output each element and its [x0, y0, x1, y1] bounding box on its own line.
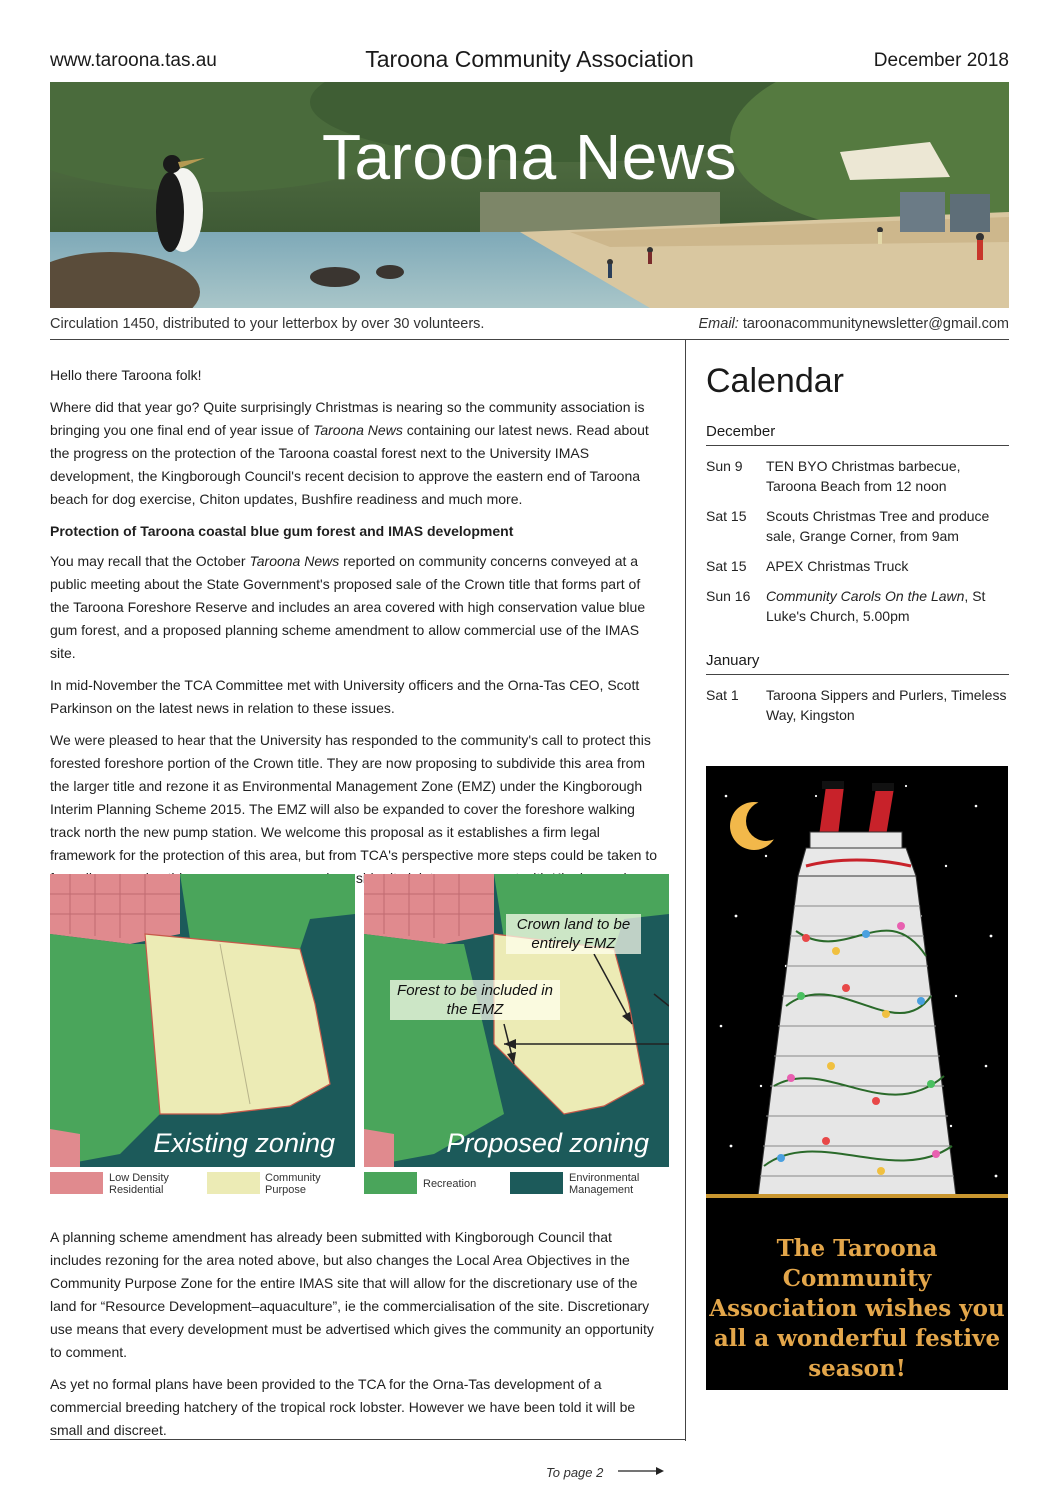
event-text: Community Carols On the Lawn, St Luke's Church, 5.00pm: [766, 588, 986, 624]
event-day: Sun 16: [706, 588, 751, 604]
circulation-line: [50, 316, 1009, 332]
article-heading: Protection of Taroona coastal blue gum forest and IMAS development: [50, 523, 514, 539]
email-link[interactable]: taroonacommunitynewsletter@gmail.com: [742, 316, 1009, 332]
lighthouse-illustration: [706, 766, 1008, 1206]
email-line: [699, 316, 1009, 332]
article-paragraph-1: You may recall that the October Taroona News reported on community concerns conveyed at a public meeting about the State Government's proposed sale of the Crown title that forms part of the Taroona Foreshore Reserve and includes an area covered with high conservation value blue gum forest, and a proposed planning scheme amendment to allow commercial use of the IMAS site.: [50, 553, 646, 661]
newsletter-title: Taroona News: [321, 121, 738, 193]
event-day: Sat 15: [706, 558, 747, 574]
existing-zoning-caption: Existing zoning: [153, 1128, 335, 1158]
main-article: [50, 364, 662, 922]
calendar-event: [706, 556, 1009, 576]
month-january: January: [706, 652, 1009, 675]
month-december: December: [706, 423, 1009, 446]
issue-date: December 2018: [873, 50, 1009, 71]
greeting: Hello there Taroona folk!: [50, 367, 202, 383]
legend-label-environmental: Environmental Management: [569, 1172, 640, 1196]
legend-swatch-low-density: [50, 1172, 103, 1194]
column-divider: [685, 339, 686, 1441]
proposed-zoning-map: [364, 874, 669, 1167]
legend-label-recreation: Recreation: [423, 1178, 477, 1190]
bottom-divider: [50, 1439, 686, 1440]
legend-swatch-environmental: [510, 1172, 563, 1194]
calendar-section: [706, 362, 1009, 735]
article-paragraph-2: In mid-November the TCA Committee met with University officers and the Orna-Tas CEO, Scott Parkinson on the latest news in relation to these issues.: [50, 677, 640, 716]
continued-link[interactable]: To page 2: [546, 1465, 604, 1480]
calendar-event: [706, 456, 1009, 496]
legend-swatch-community-purpose: [207, 1172, 260, 1194]
article-paragraph-3: We were pleased to hear that the University has responded to the community's call to protect this forested foreshore portion of the Crown title. They are now proposing to subdivide this area from the larger title and rezone it as Environmental Management Zone (EMZ) under the Kingborough Interim Planning Scheme 2015. The EMZ will also be expanded to cover the foreshore walking track north the new pump station. We welcome this proposal as it establishes a firm legal framework for the protection of this area, but from TCA's perspective more steps could be taken to consider: [50, 732, 658, 886]
crown-land-callout: Crown land to be entirely EMZ: [506, 914, 641, 954]
intro-paragraph: Where did that year go? Quite surprisingly Christmas is nearing so the community association is bringing you one final end of year issue of Taroona News containing our latest news. Read about the progress on the protection of the Taroona coastal forest next to the University IMAS development, the Kingborough Council's recent decision to approve the eastern end of Taroona beach for dog exercise, Chiton updates, Bushfire readiness and much more.: [50, 399, 649, 507]
beach-photo: [50, 82, 1009, 308]
arrow-right-icon: [618, 1464, 664, 1478]
event-text: Taroona Sippers and Purlers, Timeless Way, Kingston: [766, 687, 1007, 723]
christmas-card: [706, 766, 1008, 1390]
event-day: Sat 15: [706, 508, 747, 524]
circulation-text: Circulation 1450, distributed to your letterbox by over 30 volunteers.: [50, 316, 485, 332]
legend-label-community-purpose: Community Purpose: [265, 1172, 321, 1196]
proposed-zoning-caption: Proposed zoning: [446, 1128, 649, 1158]
masthead: [50, 46, 1009, 76]
article-paragraph-5: As yet no formal plans have been provided to the TCA for the Orna-Tas development of a commercial breeding hatchery of the tropical rock lobster. However we have been told it will be small and discreet.: [50, 1376, 636, 1438]
map-legend: [50, 1172, 666, 1196]
festive-message: The Taroona Community Association wishes you all a wonderful festive season!: [709, 1235, 1005, 1382]
organisation-name: Taroona Community Association: [365, 46, 694, 72]
calendar-title: Calendar: [706, 362, 844, 400]
hero-banner: [50, 82, 1009, 308]
event-text: APEX Christmas Truck: [766, 558, 909, 574]
event-day: Sat 1: [706, 687, 739, 703]
calendar-event: [706, 506, 1009, 546]
calendar-event: [706, 685, 1009, 725]
website-link[interactable]: www.taroona.tas.au: [50, 50, 217, 71]
forest-callout: Forest to be included in the EMZ: [390, 980, 560, 1020]
existing-zoning-map: [50, 874, 355, 1167]
event-text: Scouts Christmas Tree and produce sale, Grange Corner, from 9am: [766, 508, 990, 544]
email-label: Email:: [698, 316, 739, 332]
top-divider: [50, 339, 1009, 340]
calendar-event: [706, 586, 1009, 626]
event-text: TEN BYO Christmas barbecue, Taroona Beach from 12 noon: [766, 458, 961, 494]
legend-swatch-recreation: [364, 1172, 417, 1194]
legend-label-low-density: Low Density Residential: [109, 1172, 169, 1196]
event-day: Sun 9: [706, 458, 743, 474]
article-continuation: [50, 1226, 662, 1451]
article-paragraph-4: A planning scheme amendment has already been submitted with Kingborough Council that includes rezoning for the area noted above, but also changes the Local Area Objectives in the Community Purpose Zone for the entire IMAS site that will allow for the discretionary use of the land for “Resource Development–aquaculture”, ie the commercialisation of the site. Discretionary use means that every development must be advertised which gives the community an opportunity to comment.: [50, 1229, 654, 1360]
